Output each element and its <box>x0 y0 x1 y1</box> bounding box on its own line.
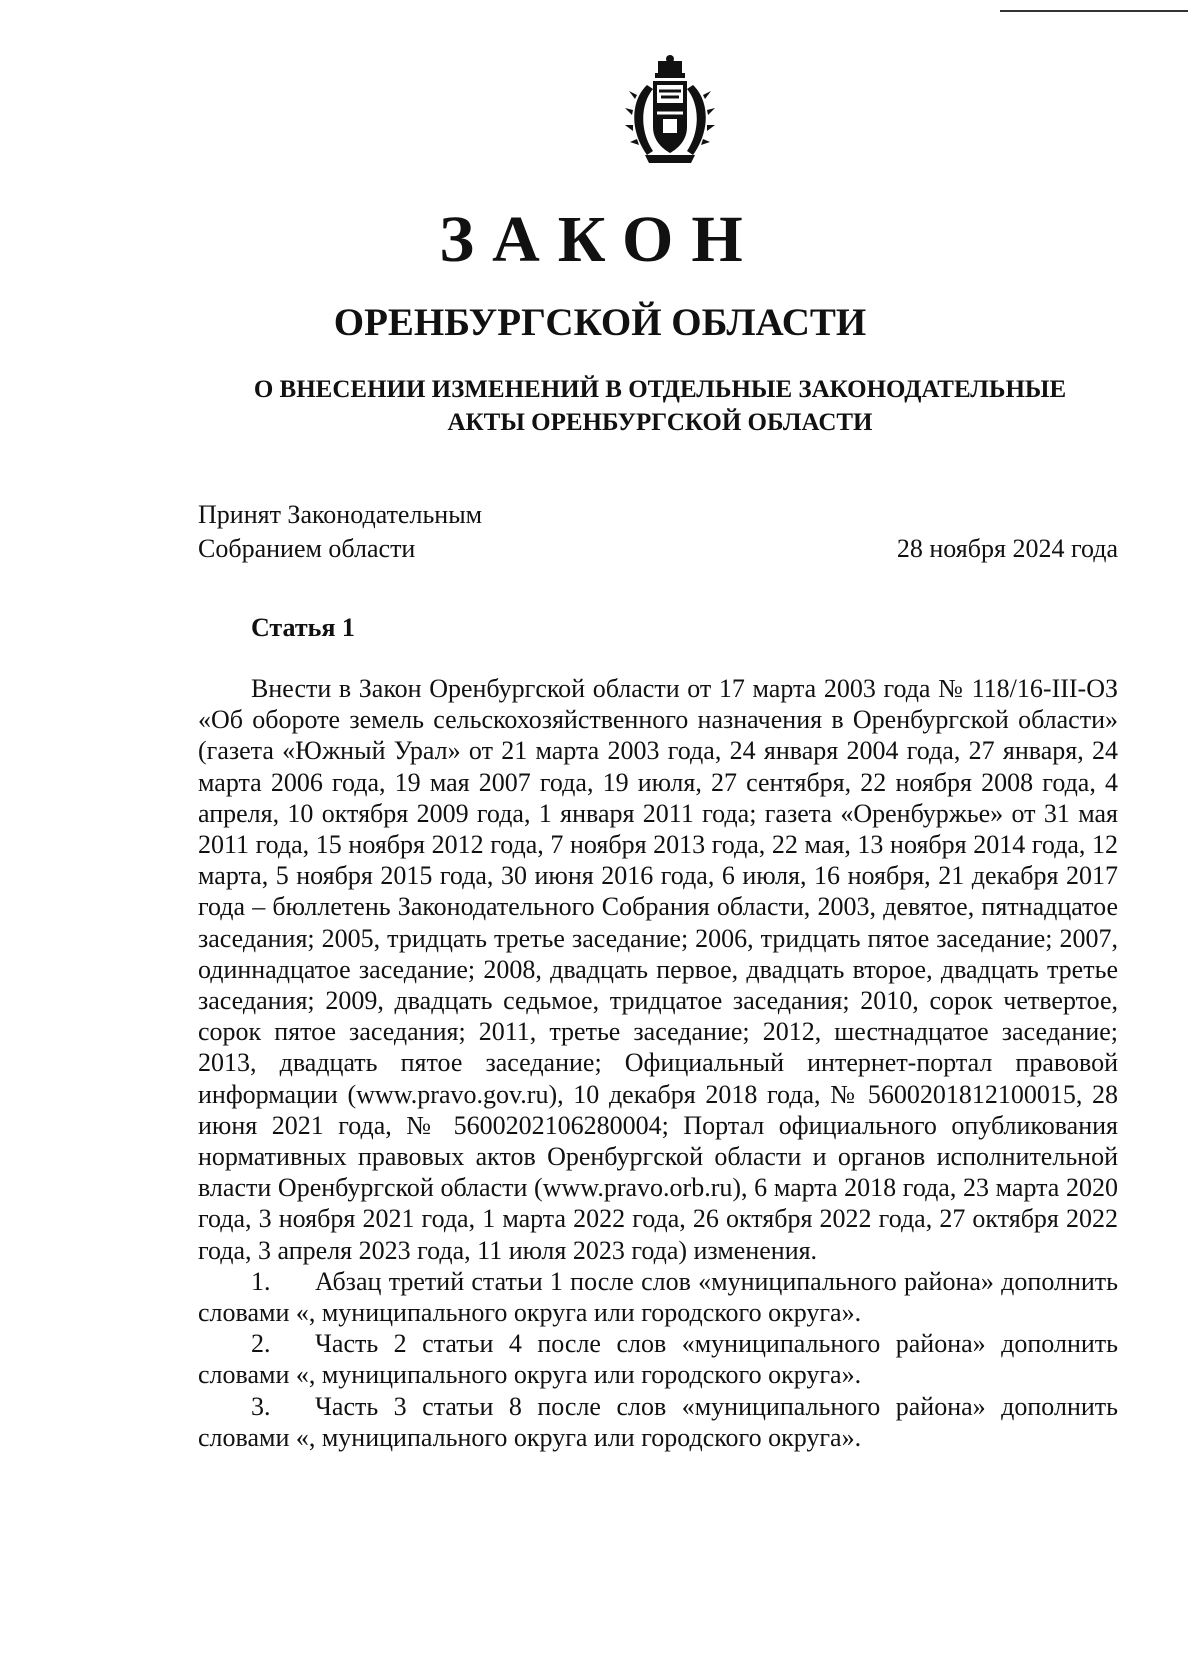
document-subtitle: ОРЕНБУРГСКОЙ ОБЛАСТИ <box>333 301 867 344</box>
article-intro-paragraph: Внести в Закон Оренбургской области от 17 марта 2003 года № 118/16-III-ОЗ «Об обороте земель сельскохозяйственного назначения в Оренбургской области» (газета «Южный Урал» от 21 марта 2003 года, 24 января 2004 года, 27 января, 24 марта 2006 года, 19 мая 2007 года, 19 июля, 27 сентября, 22 ноября 2008 года, 4 апреля, 10 октября 2009 года, 1 января 2011 года; газета «Оренбуржье» от 31 мая 2011 года, 15 ноября 2012 года, 7 ноября 2013 года, 22 мая, 13 ноября 2014 года, 12 марта, 5 ноября 2015 года, 30 июня 2016 года, 6 июля, 16 ноября, 21 декабря 2017 года – бюллетень Законодательного Собрания области, 2003, девятое, пятнадцатое заседания; 2005, тридцать третье заседание; 2006, тридцать пятое заседание; 2007, одиннадцатое заседание; 2008, двадцать первое, двадцать второе, двадцать третье заседания; 2009, двадцать седьмое, тридцатое заседания; 2010, сорок четвертое, сорок пятое заседания; 2011, третье заседание; 2012, шестнадцатое заседание; 2013, двадцать пятое заседание; Официальный интернет-портал правовой информации (www.pravo.gov.ru), 10 декабря 2018 года, № 5600201812100015, 28 июня 2021 года, № 5600202106280004; Портал официального опубликования нормативных правовых актов Оренбургской области и органов исполнительной власти Оренбургской области (www.pravo.orb.ru), 6 марта 2018 года, 23 марта 2020 года, 3 ноября 2021 года, 1 марта 2022 года, 26 октября 2022 года, 27 октября 2022 года, 3 апреля 2023 года, 11 июля 2023 года) изменения. <box>198 674 1118 1265</box>
adoption-block <box>198 498 1118 566</box>
article-item-number: 1. <box>251 1266 271 1296</box>
adopted-by-line-1: Принят Законодательным <box>198 500 483 529</box>
adoption-date: 28 ноября 2024 года <box>896 534 1118 563</box>
top-rule-divider <box>1000 10 1188 12</box>
article-title: Статья 1 <box>251 613 355 642</box>
adopted-by-line-2: Собранием области <box>198 534 416 563</box>
article-item-text: Часть 3 статьи 8 после слов «муниципального района» дополнить словами «, муниципального округа или городского округа». <box>198 1391 1118 1452</box>
article-item <box>198 1391 1118 1453</box>
article-item-number: 3. <box>251 1391 271 1421</box>
law-heading <box>200 373 1120 439</box>
coat-of-arms-icon <box>625 55 715 165</box>
article-item-text: Часть 2 статьи 4 после слов «муниципального района» дополнить словами «, муниципального округа или городского округа». <box>198 1329 1118 1390</box>
article-item <box>198 1328 1118 1390</box>
law-heading-line-1: О ВНЕСЕНИИ ИЗМЕНЕНИЙ В ОТДЕЛЬНЫЕ ЗАКОНОДАТЕЛЬНЫЕ <box>253 376 1067 403</box>
document-title: ЗАКОН <box>439 203 761 276</box>
article-item-number: 2. <box>251 1329 271 1359</box>
law-heading-line-2: АКТЫ ОРЕНБУРГСКОЙ ОБЛАСТИ <box>447 409 873 436</box>
article-body <box>198 673 1118 1453</box>
article-item <box>198 1266 1118 1328</box>
article-item-text: Абзац третий статьи 1 после слов «муниципального района» дополнить словами «, муниципального округа или городского округа». <box>198 1266 1118 1328</box>
